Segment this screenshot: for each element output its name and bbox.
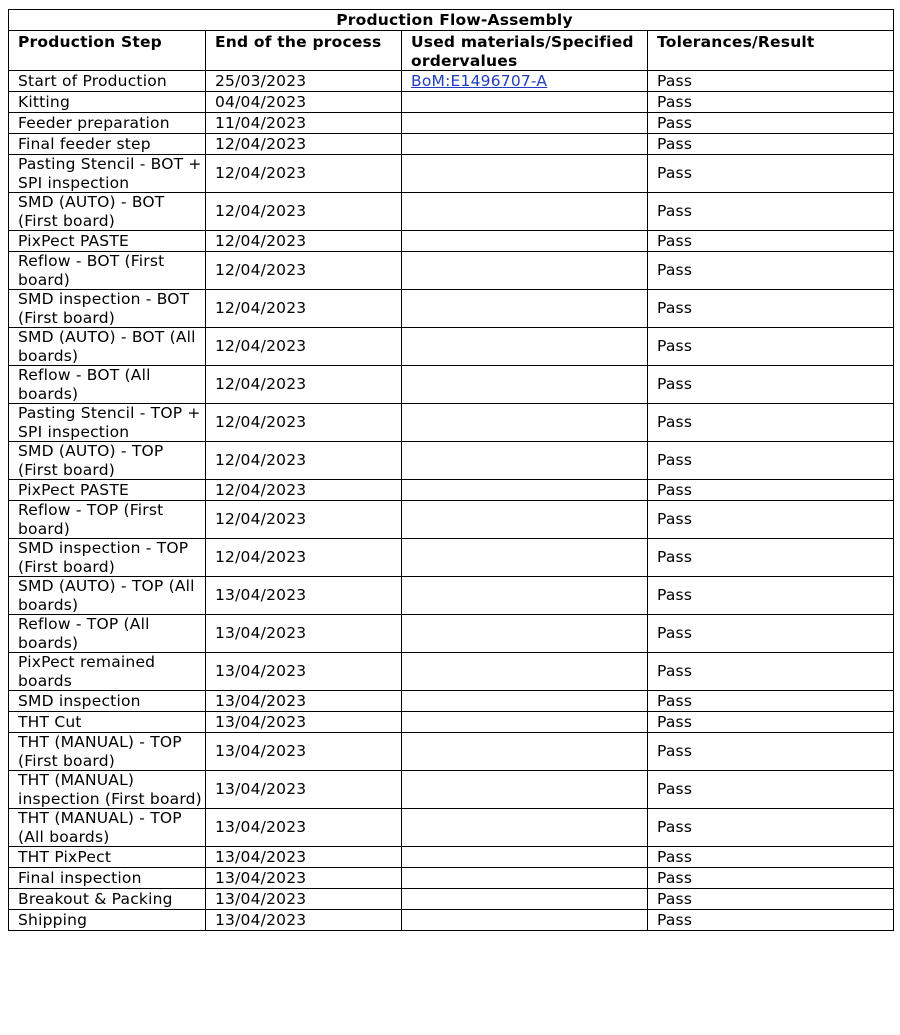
materials-cell <box>402 771 648 809</box>
materials-cell <box>402 539 648 577</box>
end-date-cell: 12/04/2023 <box>206 134 402 155</box>
table-row <box>9 501 894 539</box>
end-date-cell: 12/04/2023 <box>206 328 402 366</box>
materials-cell <box>402 193 648 231</box>
end-date-cell: 12/04/2023 <box>206 193 402 231</box>
production-step-cell: PixPect PASTE <box>9 231 206 252</box>
materials-cell <box>402 577 648 615</box>
result-cell: Pass <box>648 910 894 931</box>
production-step-cell: Start of Production <box>9 71 206 92</box>
end-date-cell: 13/04/2023 <box>206 615 402 653</box>
production-step-cell: PixPect PASTE <box>9 480 206 501</box>
table-row <box>9 847 894 868</box>
end-date-cell: 13/04/2023 <box>206 809 402 847</box>
production-flow-table <box>8 9 894 931</box>
result-cell: Pass <box>648 134 894 155</box>
table-row <box>9 889 894 910</box>
result-cell: Pass <box>648 889 894 910</box>
materials-cell <box>402 71 648 92</box>
result-cell: Pass <box>648 501 894 539</box>
table-row <box>9 712 894 733</box>
result-cell: Pass <box>648 404 894 442</box>
end-date-cell: 12/04/2023 <box>206 155 402 193</box>
table-row <box>9 134 894 155</box>
end-date-cell: 12/04/2023 <box>206 231 402 252</box>
production-step-cell: Kitting <box>9 92 206 113</box>
materials-cell <box>402 847 648 868</box>
result-cell: Pass <box>648 615 894 653</box>
materials-cell <box>402 442 648 480</box>
result-cell: Pass <box>648 733 894 771</box>
result-cell: Pass <box>648 442 894 480</box>
end-date-cell: 13/04/2023 <box>206 712 402 733</box>
end-date-cell: 13/04/2023 <box>206 889 402 910</box>
column-header-production-step: Production Step <box>9 31 206 71</box>
production-step-cell: SMD inspection <box>9 691 206 712</box>
table-row <box>9 290 894 328</box>
table-title: Production Flow-Assembly <box>9 10 894 31</box>
production-step-cell: SMD (AUTO) - BOT (All boards) <box>9 328 206 366</box>
result-cell: Pass <box>648 231 894 252</box>
result-cell: Pass <box>648 155 894 193</box>
table-row <box>9 480 894 501</box>
materials-cell <box>402 134 648 155</box>
production-flow-document <box>8 9 894 931</box>
production-step-cell: SMD inspection - TOP (First board) <box>9 539 206 577</box>
end-date-cell: 12/04/2023 <box>206 539 402 577</box>
table-row <box>9 193 894 231</box>
table-row <box>9 691 894 712</box>
production-step-cell: Pasting Stencil - TOP + SPI inspection <box>9 404 206 442</box>
result-cell: Pass <box>648 290 894 328</box>
result-cell: Pass <box>648 653 894 691</box>
result-cell: Pass <box>648 92 894 113</box>
table-row <box>9 653 894 691</box>
table-row <box>9 366 894 404</box>
production-step-cell: THT (MANUAL) - TOP (First board) <box>9 733 206 771</box>
result-cell: Pass <box>648 771 894 809</box>
bom-link[interactable]: BoM:E1496707-A <box>411 71 548 90</box>
end-date-cell: 13/04/2023 <box>206 847 402 868</box>
materials-cell <box>402 733 648 771</box>
end-date-cell: 13/04/2023 <box>206 771 402 809</box>
table-row <box>9 733 894 771</box>
production-step-cell: Shipping <box>9 910 206 931</box>
production-step-cell: Reflow - BOT (All boards) <box>9 366 206 404</box>
result-cell: Pass <box>648 71 894 92</box>
result-cell: Pass <box>648 328 894 366</box>
table-row <box>9 615 894 653</box>
end-date-cell: 04/04/2023 <box>206 92 402 113</box>
table-body <box>9 71 894 931</box>
materials-cell <box>402 615 648 653</box>
table-row <box>9 231 894 252</box>
end-date-cell: 13/04/2023 <box>206 653 402 691</box>
materials-cell <box>402 809 648 847</box>
end-date-cell: 13/04/2023 <box>206 577 402 615</box>
production-step-cell: SMD (AUTO) - BOT (First board) <box>9 193 206 231</box>
table-row <box>9 92 894 113</box>
materials-cell <box>402 501 648 539</box>
result-cell: Pass <box>648 691 894 712</box>
end-date-cell: 12/04/2023 <box>206 404 402 442</box>
table-row <box>9 539 894 577</box>
table-row <box>9 868 894 889</box>
end-date-cell: 12/04/2023 <box>206 501 402 539</box>
materials-cell <box>402 328 648 366</box>
end-date-cell: 12/04/2023 <box>206 290 402 328</box>
table-row <box>9 910 894 931</box>
result-cell: Pass <box>648 193 894 231</box>
production-step-cell: SMD (AUTO) - TOP (All boards) <box>9 577 206 615</box>
production-step-cell: Breakout & Packing <box>9 889 206 910</box>
end-date-cell: 12/04/2023 <box>206 366 402 404</box>
result-cell: Pass <box>648 577 894 615</box>
result-cell: Pass <box>648 366 894 404</box>
materials-cell <box>402 404 648 442</box>
result-cell: Pass <box>648 539 894 577</box>
materials-cell <box>402 252 648 290</box>
production-step-cell: Pasting Stencil - BOT + SPI inspection <box>9 155 206 193</box>
result-cell: Pass <box>648 113 894 134</box>
table-row <box>9 442 894 480</box>
column-header-end-of-process: End of the process <box>206 31 402 71</box>
materials-cell <box>402 691 648 712</box>
end-date-cell: 13/04/2023 <box>206 691 402 712</box>
materials-cell <box>402 889 648 910</box>
table-title-row <box>9 10 894 31</box>
end-date-cell: 12/04/2023 <box>206 252 402 290</box>
materials-cell <box>402 155 648 193</box>
column-header-tolerances-result: Tolerances/Result <box>648 31 894 71</box>
production-step-cell: Reflow - TOP (First board) <box>9 501 206 539</box>
table-row <box>9 404 894 442</box>
table-header-row <box>9 31 894 71</box>
production-step-cell: Reflow - TOP (All boards) <box>9 615 206 653</box>
production-step-cell: PixPect remained boards <box>9 653 206 691</box>
end-date-cell: 13/04/2023 <box>206 868 402 889</box>
end-date-cell: 12/04/2023 <box>206 480 402 501</box>
materials-cell <box>402 653 648 691</box>
production-step-cell: THT Cut <box>9 712 206 733</box>
end-date-cell: 25/03/2023 <box>206 71 402 92</box>
production-step-cell: Final feeder step <box>9 134 206 155</box>
materials-cell <box>402 480 648 501</box>
table-row <box>9 113 894 134</box>
end-date-cell: 11/04/2023 <box>206 113 402 134</box>
materials-cell <box>402 113 648 134</box>
production-step-cell: SMD inspection - BOT (First board) <box>9 290 206 328</box>
result-cell: Pass <box>648 480 894 501</box>
materials-cell <box>402 910 648 931</box>
result-cell: Pass <box>648 868 894 889</box>
production-step-cell: Feeder preparation <box>9 113 206 134</box>
end-date-cell: 12/04/2023 <box>206 442 402 480</box>
production-step-cell: SMD (AUTO) - TOP (First board) <box>9 442 206 480</box>
table-row <box>9 71 894 92</box>
production-step-cell: Final inspection <box>9 868 206 889</box>
result-cell: Pass <box>648 809 894 847</box>
materials-cell <box>402 366 648 404</box>
table-row <box>9 771 894 809</box>
production-step-cell: THT (MANUAL) inspection (First board) <box>9 771 206 809</box>
production-step-cell: Reflow - BOT (First board) <box>9 252 206 290</box>
production-step-cell: THT PixPect <box>9 847 206 868</box>
materials-cell <box>402 231 648 252</box>
materials-cell <box>402 92 648 113</box>
result-cell: Pass <box>648 847 894 868</box>
materials-cell <box>402 712 648 733</box>
production-step-cell: THT (MANUAL) - TOP (All boards) <box>9 809 206 847</box>
table-row <box>9 577 894 615</box>
table-row <box>9 328 894 366</box>
result-cell: Pass <box>648 252 894 290</box>
column-header-used-materials: Used materials/Specified ordervalues <box>402 31 648 71</box>
table-row <box>9 155 894 193</box>
result-cell: Pass <box>648 712 894 733</box>
table-row <box>9 252 894 290</box>
materials-cell <box>402 868 648 889</box>
materials-cell <box>402 290 648 328</box>
end-date-cell: 13/04/2023 <box>206 733 402 771</box>
table-row <box>9 809 894 847</box>
end-date-cell: 13/04/2023 <box>206 910 402 931</box>
